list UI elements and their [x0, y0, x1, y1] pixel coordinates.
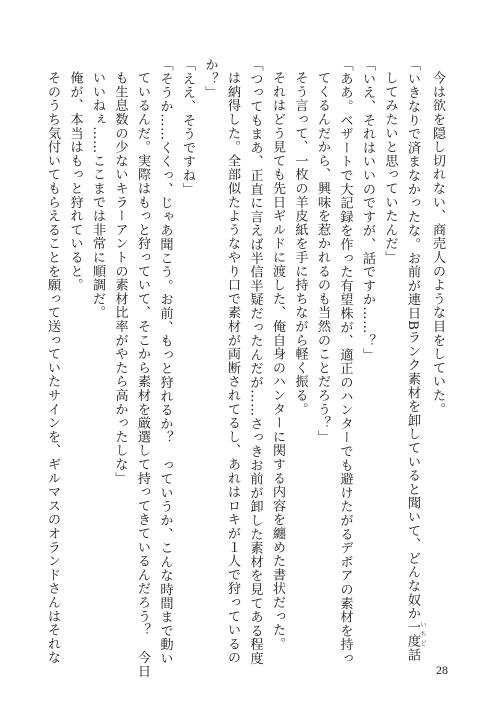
text-line: 「ああ。ベザートで大記録を作った有望株が、適正のハンターでも避けたがるデボアの素材を持っ	[337, 58, 353, 666]
text-line: 今は欲を隠し切れない、商売人のような目をしていた。	[430, 71, 445, 417]
text-line: てくるんだから、興味を惹かれるのも当然のことだろう？」	[315, 71, 330, 444]
text-line: ているんだ。実際はもっと狩っていて、そこから素材を厳選して持ってきているんだろう？ 今日	[135, 71, 150, 679]
text-line: そう言って、一枚の羊皮紙を手に持ちながら軽く振る。	[292, 71, 308, 417]
text-line: 「いきなりで済まなかったな。お前が連日Bランク素材を卸していると聞いて、どんな奴か一度 いちど話	[405, 58, 426, 662]
ruby-reading: いちど	[419, 620, 426, 648]
text-line: か？」	[202, 58, 218, 100]
text-line: してみたいと思っていたんだ」	[382, 71, 398, 265]
text-line: 俺が、本当はもっと狩れていると。	[67, 71, 83, 292]
text-line: は納得した。全部似たようなやり口で素材が両断されてるし、あれはロキが１人で狩っているの	[225, 71, 240, 665]
text-line: も生息数の少ないキラーアントの素材比率がやたら高かったしな」	[112, 71, 128, 486]
text-line: そのうち気付いてもらえることを願って送っていたサインを、ギルマスのオランドさんはそれな	[45, 71, 60, 665]
text-line: 「ええ、そうですね」	[180, 58, 195, 196]
text-line: 「つってもまあ、正直に言えば半信半疑だったんだが……さっきお前が卸した素材を見てある程度	[247, 58, 263, 666]
ruby-annotation: 一度 いちど	[405, 620, 426, 648]
text-line: 「いえ、それはいいのですが、話ですか……？」	[360, 58, 375, 362]
text-line: 「そうか……くくっ、じゃあ聞こう。お前、もっと狩れるか？ っていうか、こんな時間まで動い	[157, 58, 173, 666]
text-line: それはどう見ても先日ギルドに渡した、俺自身のハンターに関する内容を纏めた書状だった。	[270, 71, 285, 651]
text-line: いいねぇ……ここまでは非常に順調だ。	[90, 71, 105, 320]
page-number: 28	[436, 663, 448, 677]
